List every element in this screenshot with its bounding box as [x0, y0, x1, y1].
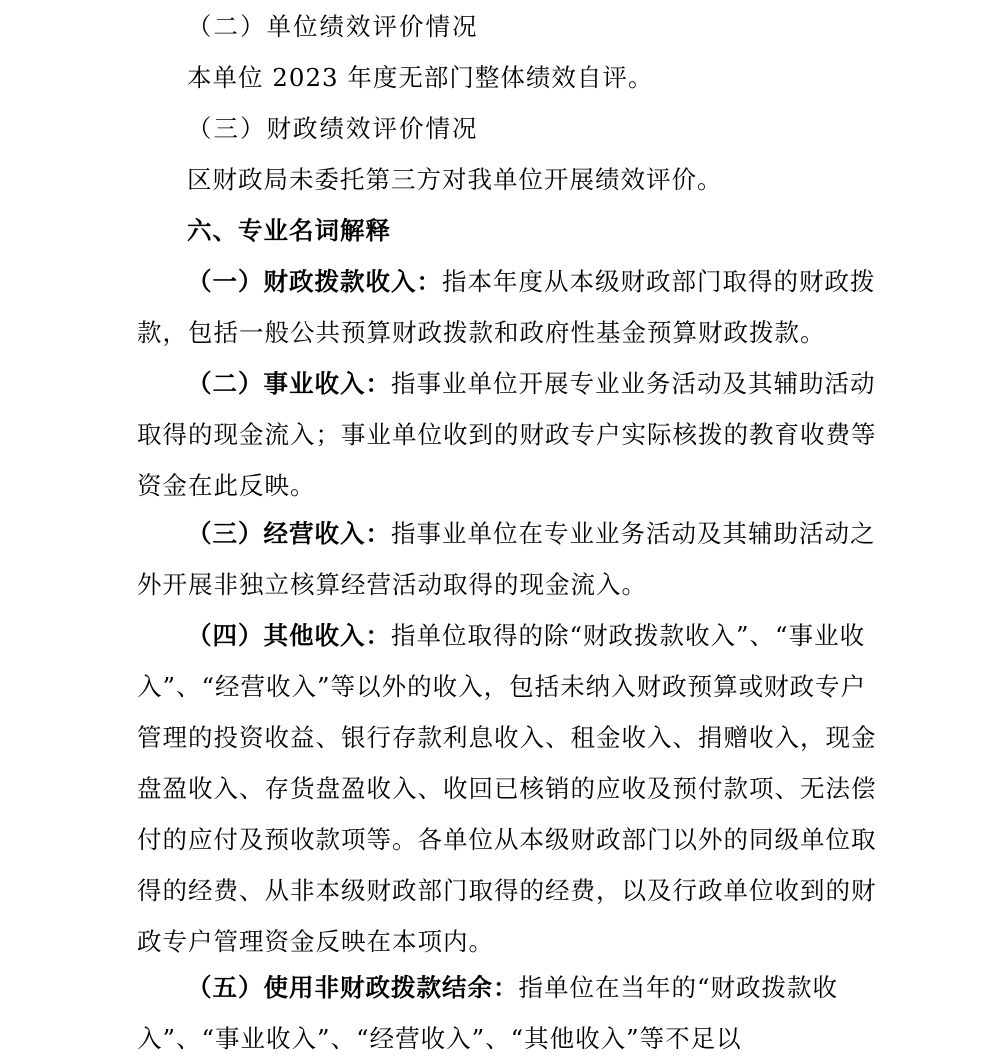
glossary-term: （二）事业收入：: [187, 369, 391, 398]
section-heading-finance-evaluation: [137, 103, 877, 154]
glossary-item-non-fiscal-balance: [137, 962, 877, 1064]
section-heading-glossary: [137, 205, 877, 256]
heading-text: （三）财政绩效评价情况: [187, 114, 479, 143]
glossary-term: （五）使用非财政拨款结余：: [187, 973, 519, 1002]
glossary-item-fiscal-appropriation: [137, 256, 877, 358]
section-heading-unit-evaluation: [137, 1, 877, 52]
glossary-definition: 指单位取得的除“财政拨款收入”、“事业收入”、“经营收入”等以外的收入，包括未纳入财政预算或财政专户管理的投资收益、银行存款利息收入、租金收入、捐赠收入，现金盘盈收入、存货盘盈收入、收回已核销的应收及预付款项、无法偿付的应付及预收款项等。各单位从本级财政部门以外的同级单位取得的经费、从非本级财政部门取得的经费，以及行政单位收到的财政专户管理资金反映在本项内。: [137, 621, 877, 956]
glossary-term: （一）财政拨款收入：: [187, 267, 442, 296]
paragraph-unit-evaluation: [137, 52, 877, 103]
paragraph-text: 本单位 2023 年度无部门整体绩效自评。: [187, 63, 654, 92]
glossary-definition: 指本年度从本级财政部门取得的财政拨款，包括一般公共预算财政拨款和政府性基金预算财政拨款。: [137, 267, 876, 347]
heading-text: （二）单位绩效评价情况: [187, 12, 479, 41]
glossary-item-other-income: [137, 610, 877, 967]
glossary-item-business-income: [137, 358, 877, 511]
glossary-definition: 指事业单位在专业业务活动及其辅助活动之外开展非独立核算经营活动取得的现金流入。: [137, 519, 876, 599]
paragraph-finance-evaluation: [137, 154, 877, 205]
heading-text: 六、专业名词解释: [187, 216, 391, 245]
glossary-definition: 指事业单位开展专业业务活动及其辅助活动取得的现金流入；事业单位收到的财政专户实际核拨的教育收费等资金在此反映。: [137, 369, 877, 500]
glossary-term: （三）经营收入：: [187, 519, 391, 548]
glossary-item-operating-income: [137, 508, 877, 610]
glossary-term: （四）其他收入：: [187, 621, 391, 650]
paragraph-text: 区财政局未委托第三方对我单位开展绩效评价。: [187, 165, 723, 194]
glossary-definition: 指单位在当年的“财政拨款收入”、“事业收入”、“经营收入”、“其他收入”等不足以: [137, 973, 839, 1053]
